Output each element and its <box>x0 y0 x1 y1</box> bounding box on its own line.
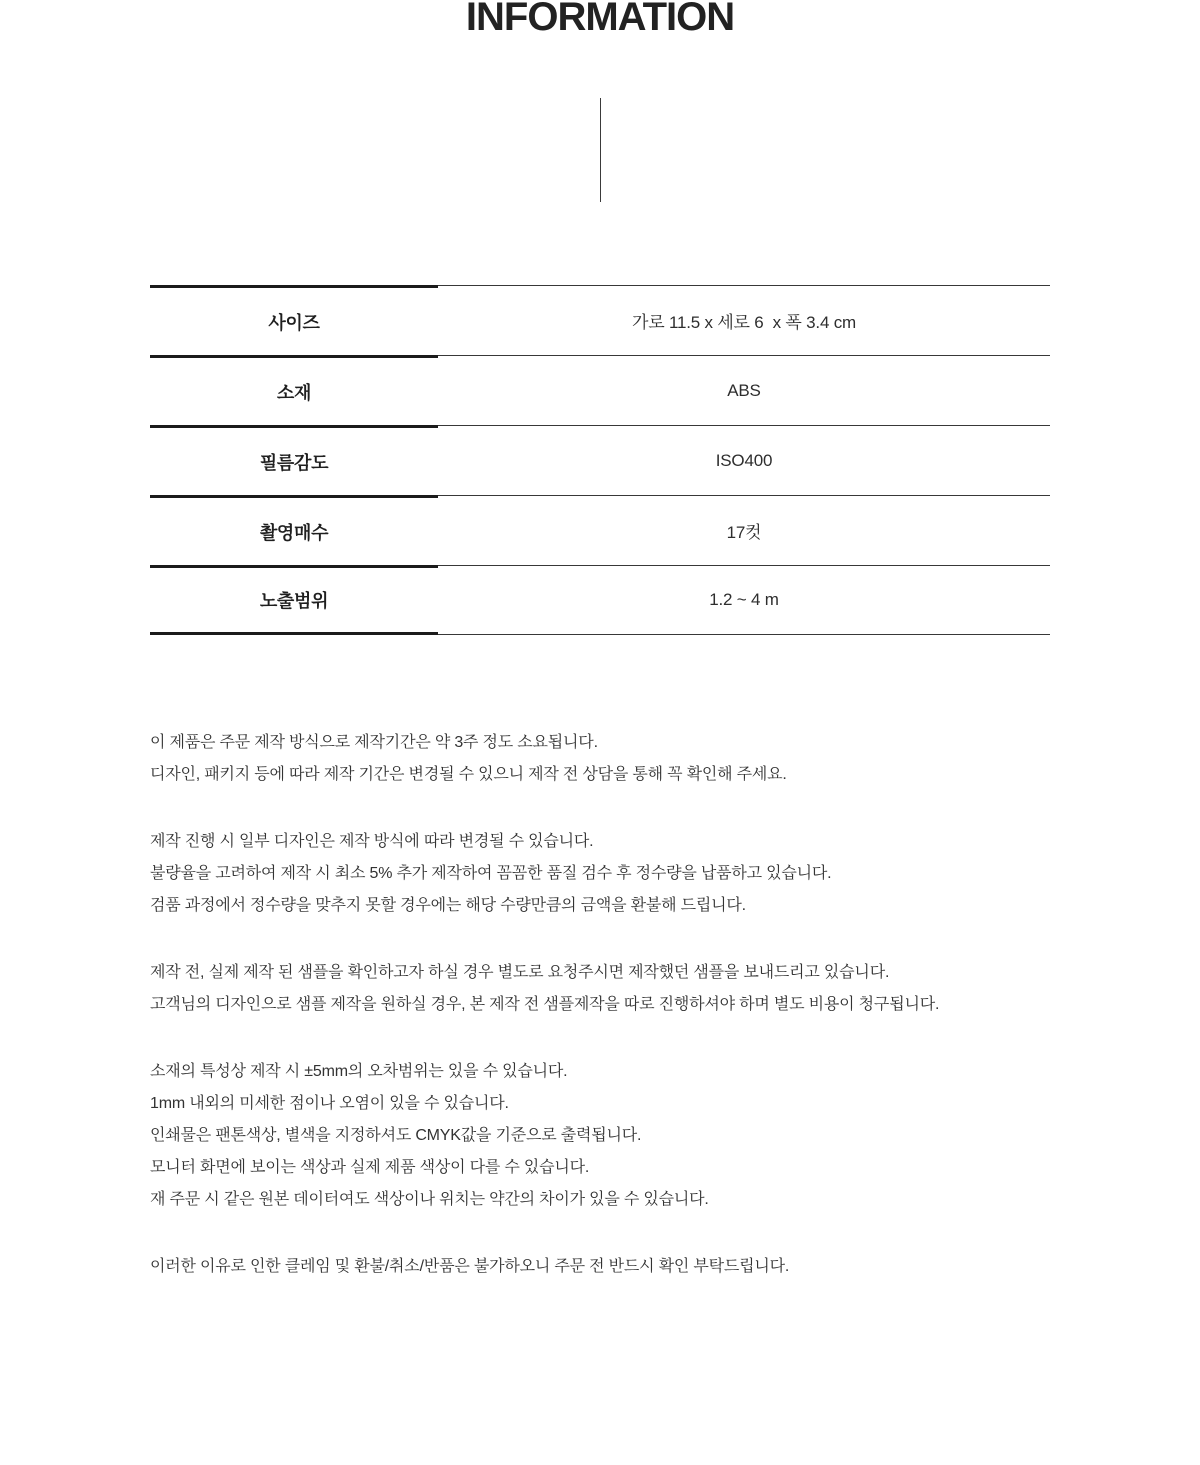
spec-value-shot-count: 17컷 <box>438 495 1050 565</box>
note-line: 이러한 이유로 인한 클레임 및 환불/취소/반품은 불가하오니 주문 전 반드시 확인 부탁드립니다. <box>150 1258 790 1275</box>
note-line: 검품 과정에서 정수량을 맞추지 못할 경우에는 해당 수량만큼의 금액을 환불해 드립니다. <box>150 897 746 914</box>
note-paragraph-refund-warning <box>150 1251 1110 1283</box>
note-line: 1mm 내외의 미세한 점이나 오염이 있을 수 있습니다. <box>150 1095 509 1112</box>
spec-label-size: 사이즈 <box>150 285 438 355</box>
note-line: 인쇄물은 팬톤색상, 별색을 지정하셔도 CMYK값을 기준으로 출력됩니다. <box>150 1127 642 1144</box>
note-line: 제작 진행 시 일부 디자인은 제작 방식에 따라 변경될 수 있습니다. <box>150 833 594 850</box>
spec-label-exposure-range: 노출범위 <box>150 565 438 635</box>
spec-value-exposure-range: 1.2 ~ 4 m <box>438 565 1050 635</box>
note-line: 재 주문 시 같은 원본 데이터여도 색상이나 위치는 약간의 차이가 있을 수 있습니다. <box>150 1191 709 1208</box>
note-paragraph-production-policy <box>150 826 1110 922</box>
spec-value-size: 가로 11.5 x 세로 6 x 폭 3.4 cm <box>438 285 1050 355</box>
page-title: INFORMATION <box>465 0 735 39</box>
note-line: 디자인, 패키지 등에 따라 제작 기간은 변경될 수 있으니 제작 전 상담을 통해 꼭 확인해 주세요. <box>150 766 787 783</box>
spec-value-film-iso: ISO400 <box>438 425 1050 495</box>
spec-table <box>150 285 1050 635</box>
note-line: 제작 전, 실제 제작 된 샘플을 확인하고자 하실 경우 별도로 요청주시면 제작했던 샘플을 보내드리고 있습니다. <box>150 964 890 981</box>
note-line: 불량율을 고려하여 제작 시 최소 5% 추가 제작하여 꼼꼼한 품질 검수 후 정수량을 납품하고 있습니다. <box>150 865 832 882</box>
note-paragraph-sample <box>150 957 1110 1021</box>
spec-row-exposure-range <box>150 565 1050 635</box>
note-paragraph-production-time <box>150 727 1110 791</box>
vertical-divider <box>600 98 601 202</box>
spec-label-material: 소재 <box>150 355 438 425</box>
note-line: 고객님의 디자인으로 샘플 제작을 원하실 경우, 본 제작 전 샘플제작을 따로 진행하셔야 하며 별도 비용이 청구됩니다. <box>150 996 940 1013</box>
spec-value-material: ABS <box>438 355 1050 425</box>
spec-label-shot-count: 촬영매수 <box>150 495 438 565</box>
note-line: 이 제품은 주문 제작 방식으로 제작기간은 약 3주 정도 소요됩니다. <box>150 734 598 751</box>
spec-row-size <box>150 285 1050 355</box>
spec-row-material <box>150 355 1050 425</box>
note-line: 소재의 특성상 제작 시 ±5mm의 오차범위는 있을 수 있습니다. <box>150 1063 568 1080</box>
spec-label-film-iso: 필름감도 <box>150 425 438 495</box>
spec-row-film-iso <box>150 425 1050 495</box>
note-paragraph-tolerance <box>150 1056 1110 1216</box>
notes-section <box>150 727 1110 1318</box>
note-line: 모니터 화면에 보이는 색상과 실제 제품 색상이 다를 수 있습니다. <box>150 1159 590 1176</box>
spec-row-shot-count <box>150 495 1050 565</box>
